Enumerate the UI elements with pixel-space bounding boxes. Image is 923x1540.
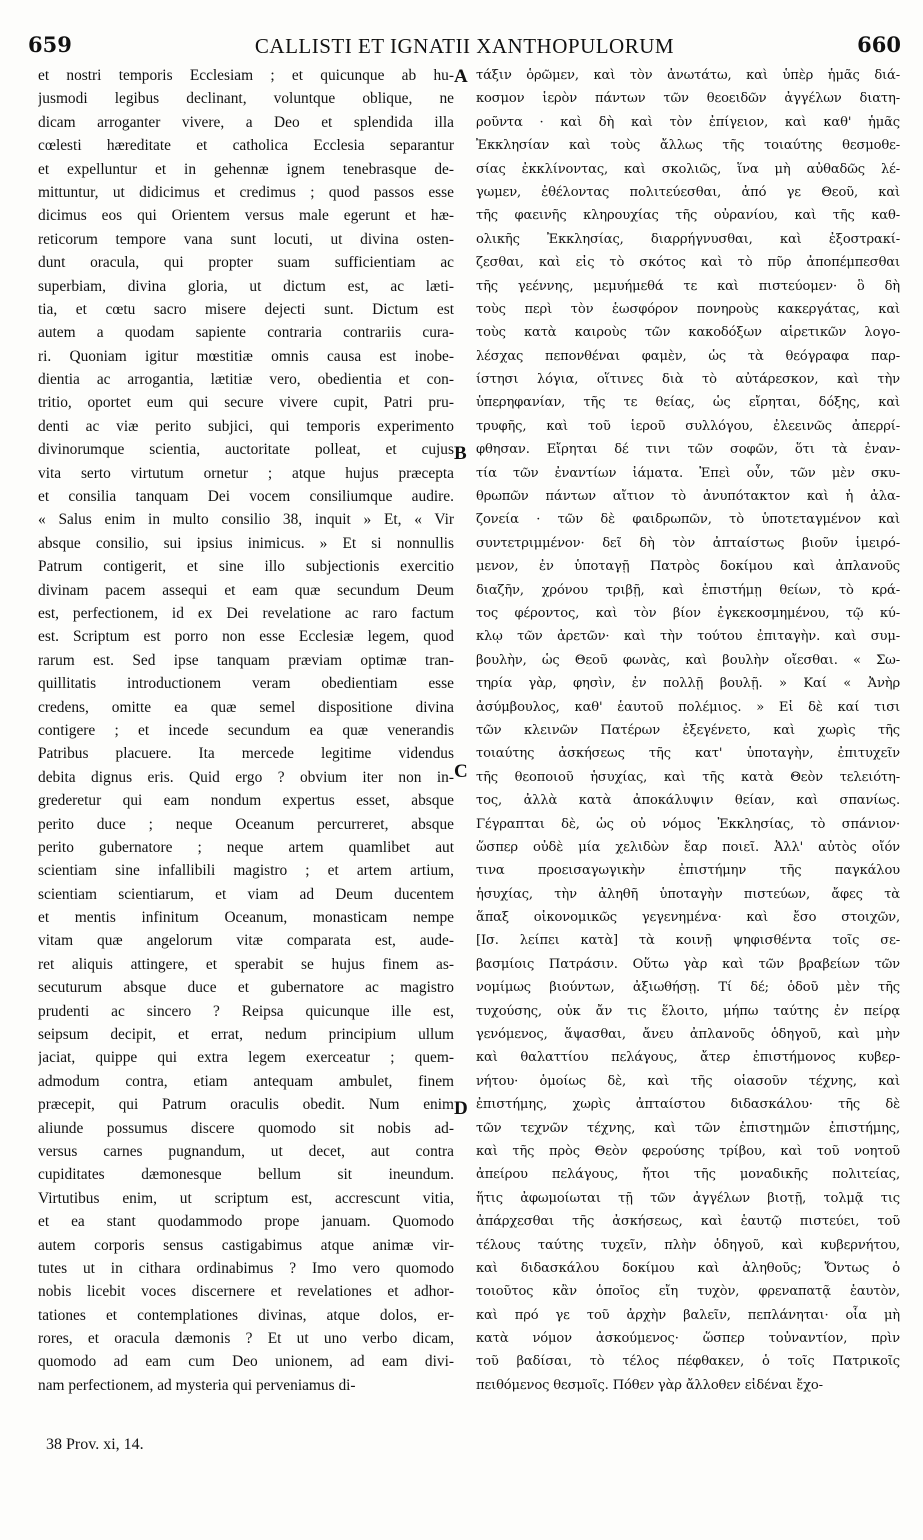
greek-text-line: τος φέροντος, καὶ τὸν βίον ἐγκεκοσμημένου, τῷ κύ- [476,605,900,621]
latin-text-line: rores, et oracula dæmonis ? Et ut uno verbo dicam, [38,1330,454,1348]
page-number-left: 659 [28,32,72,57]
latin-text-line: nam perfectionem, ad mysteria qui perveniamus di- [38,1376,356,1394]
latin-text-line: tia, et cœtu sacro misere dejecti sunt. Dictum est [38,300,454,318]
greek-text-line: τῶν κλεινῶν Πατέρων ἐξεγένετο, καὶ χωρὶς τῆς [476,722,900,738]
section-marker-d: D [454,1098,468,1119]
section-marker-a: A [454,66,468,87]
latin-text-line: absque consilio, sui ipsius inimicus. » Et si nonnullis [38,534,454,552]
latin-text-line: est, perfectionem, id ex Dei revelatione ac raro factum [38,604,454,622]
page-header [28,32,901,62]
greek-text-line: τος, ἀλλὰ κατὰ ἀποκάλυψιν θείαν, καὶ σπανίως. [476,793,900,809]
greek-text-line: τία τῶν ἐναντίων ἰάματα. Ἐπεὶ οὖν, τῶν μὲν σκυ- [476,465,900,481]
greek-text-line: ἀπείρου πελάγους, ἤτοι τῆς μοναδικῆς πολιτείας, [476,1167,900,1183]
greek-text-line: ὑπερηφανίαν, τῆς τε θείας, ὡς εἴρηται, δόξης, καὶ [476,395,900,411]
latin-text-line: perito gubernatore ; neque artem quamlibet aut [38,838,454,856]
greek-text-line: λέσχας πεπονθέναι φαμὲν, ὡς τὰ θεόγραφα παρ- [476,348,900,364]
latin-text-line: scientiam scientiarum, et viam ad Deum ducentem [38,885,454,903]
latin-text-line: superbiam, divina gloria, ut dictum est, ac læti- [38,277,454,295]
latin-text-line: autem a quodam sapiente contraria contrariis cura- [38,324,454,342]
greek-text-line: γενόμενος, ἅψασθαι, ἄνευ ἀπλανοῦς ὁδηγοῦ, καὶ μὴν [476,1027,900,1043]
latin-text-line: jaciat, quippe qui extra legem exerceatur ; quem- [38,1049,454,1067]
latin-text-line: divinam pacem assequi et eam quæ secundum Deum [38,581,454,599]
greek-text-line: μενον, ἐν ὑποταγῇ Πατρὸς δοκίμου καὶ ἀπλανοῦς [476,559,900,575]
latin-text-line: « Salus enim in multo consilio 38, inquit » Et, « Vir [38,511,454,529]
greek-text-line: καὶ διδασκάλου δοκίμου καὶ ἀληθοῦς; Ὄντως ὁ [476,1260,900,1276]
latin-text-line: dientia ac arrogantia, lætitiæ vero, obedientia et con- [38,371,454,389]
greek-text-line: ολικῆς Ἐκκλησίας, διαρρήγνυσθαι, καὶ ἐξοστρακί- [476,231,900,247]
greek-text-line: τῆς φαεινῆς κληρουχίας τῆς οὐρανίου, καὶ τῆς καθ- [476,208,900,224]
greek-text-line: τρυφῆς, καὶ τοῦ ἱεροῦ συλλόγου, ἐλεεινῶς ἀπερρί- [476,418,900,434]
greek-text-line: καὶ πρό γε τοῦ ἀρχὴν βαλεῖν, πεπλάνηται· οἷα μὴ [476,1307,900,1323]
latin-text-line: Patribus placuere. Ita mercede legitime videndus [38,745,454,763]
greek-text-line: ροῦντα · καὶ δὴ καὶ τὸν ἐπίγειον, καὶ καθ' ἡμᾶς [476,114,900,130]
latin-text-line: prudenti ac sincero ? Reipsa quicunque ille est, [38,1002,454,1020]
latin-text-line: tritio, oportet eum qui secure vivere cupit, Patri pru- [38,394,454,412]
greek-text-line: ἀσύμβουλος, καθ' ἑαυτοῦ πολέμιος. » Εἰ δὲ καί τισι [476,699,900,715]
greek-text-line: συντετριμμένον· δεῖ δὴ τὸν ἀπταίστως βιοῦν ἱμειρό- [476,535,900,551]
footnote: 38 Prov. xi, 14. [46,1436,144,1453]
latin-text-line: secuturum absque duce et gubernatore ac magistro [38,979,454,997]
greek-text-line: νομίμως βιούντων, ἀξιωθήσῃ. Τί δέ; ὁδοῦ μὲν τῆς [476,980,900,996]
latin-text-line: ri. Quoniam igitur mœstitiæ omnis causa est inobe- [38,347,454,365]
greek-text-line: ἡσυχίας, τὴν ἀληθῆ ὑποταγὴν πιστεύων, ἄφες τὰ [476,886,900,902]
latin-text-line: scientiam sine infallibili magistro ; et artem artium, [38,862,454,880]
greek-text-line: τῶν τεχνῶν τέχνης, καὶ τῶν ἐπιστημῶν ἐπιστήμης, [476,1120,900,1136]
latin-text-line: tutes ut in cithara ordinabimus ? Imo vero quomodo [38,1259,454,1277]
greek-text-line: ἀπάρχεσθαι τῆς ἀσκήσεως, καὶ ἑαυτῷ πιστεύει, τοῦ [476,1214,900,1230]
greek-text-line: τινα προεισαγωγικὴν ἐπιστήμην τῆς παγκάλου [476,863,900,879]
latin-text-line: et nostri temporis Ecclesiam ; et quicunque ab hu- [38,67,454,84]
greek-text-line: τυχούσης, οὐκ ἄν τις ἕλοιτο, μήπω ταύτης ἐν πείρᾳ [476,1003,900,1019]
latin-text-line: dicimus eos qui Orientem versus male egerunt et hæ- [38,207,454,225]
latin-text-line: cupiditates dæmonesque bellum sit ineundum. [38,1166,454,1184]
greek-text-line: βουλὴν, ὡς Θεοῦ φωνὰς, καὶ βουλὴν οἴεσθαι. « Σω- [476,652,900,668]
latin-text-line: ret aliquis attingere, et sperabit se hujus finem as- [38,955,454,973]
latin-text-line: nobis licebit voces discernere et revelationes et adhor- [38,1283,454,1301]
greek-text-line: τάξιν ὁρῶμεν, καὶ τὸν ἀνωτάτω, καὶ ὑπὲρ ἡμᾶς διά- [476,68,900,83]
latin-text-line: admodum contra, etiam antequam ambulet, finem [38,1072,454,1090]
latin-text-line: et ea stant quodammodo prope januam. Quomodo [38,1213,454,1231]
greek-text-line: ὥσπερ οὐδὲ μία χελιδὼν ἔαρ ποιεῖ. Ἀλλ' αὐτὸς οἴόν [476,839,900,855]
latin-text-line: rarum est. Sed ipse tanquam præviam optimæ tran- [38,651,454,669]
greek-text-line: διαζῆν, χρόνου τριβῇ, καὶ ἐπιστήμῃ θείων, τὸ κρά- [476,582,900,598]
latin-text-line: mittuntur, ut didicimus et credimus ; quod passos esse [38,183,454,201]
greek-text-line: τοὺς κατὰ καιροὺς τῶν κακοδόξων αἱρετικῶν λογο- [476,325,900,341]
greek-text-line: κοσμον ἱερὸν πάντων τῶν θεοειδῶν ἀγγέλων διατη- [476,91,900,107]
greek-text-line: θρωπῶν πάντων αἴτιον τὸ ἀνυπότακτον καὶ ἡ ἀλα- [476,489,900,505]
greek-text-line: τοῦ βαδίσαι, τὸ τέλος πέφθακεν, ὁ τοῖς Πατρικοῖς [476,1354,900,1370]
greek-text-line: Γέγραπται δὲ, ὡς οὐ νόμος Ἐκκλησίας, τὸ σπάνιον· [476,816,900,832]
latin-text-line: jusmodi legibus declinant, voluntque oblique, ne [38,90,454,108]
greek-text-line: ἐπιστήμης, χωρὶς ἀπταίστου διδασκάλου· τῆς δὲ [476,1097,900,1113]
greek-text-line: τῆς θεοποιοῦ ἡσυχίας, καὶ τῆς κατὰ Θεὸν τελειότη- [476,769,900,785]
latin-text-line: et mentis infinitum Oceanum, monasticam nempe [38,909,454,927]
latin-text-line: quillitatis introductionem veram obedientiam esse [38,675,454,693]
latin-text-line: autem corporis sensus castigabimus atque animæ vir- [38,1236,454,1254]
latin-text-line: cœlesti hæreditate et catholica Ecclesia separantur [38,137,454,155]
latin-text-line: et consilia tanquam Dei vocem consiliumque audire. [38,488,454,506]
greek-text-line: ζεσθαι, καὶ εἰς τὸ σκότος καὶ τὸ πῦρ ἀποπέμπεσθαι [476,255,900,271]
latin-text-line: tationes et contemplationes divinas, atque dolos, er- [38,1306,454,1324]
greek-text-line: κατὰ νόμον ἀσκούμενος· ὥσπερ τοὐναντίον, πρὶν [476,1331,900,1347]
latin-text-line: credens, omitte ea quæ semel dispositione divina [38,698,454,716]
latin-text-line: reticorum tempore vana sunt locuti, ut divina osten- [38,230,454,248]
latin-text-line: dunt oracula, qui propter suam sufficientiam ac [38,254,454,272]
latin-text-line: dicam arroganter vivere, a Deo et splendida illa [38,113,454,131]
greek-text-line: γωμεν, ἐθέλοντας πολιτεύεσθαι, ἀπό γε Θεοῦ, καὶ [476,184,900,200]
greek-text-line: φθησαν. Εἴρηται δέ τινι τῶν σοφῶν, ὅτι τὰ ἐναν- [476,442,900,458]
greek-text-line: τέλους ταύτης τυχεῖν, πλὴν ὁδηγοῦ, καὶ κυβερνήτου, [476,1237,900,1253]
greek-text-line: κλῳ τῶν ἀρετῶν· καὶ τὴν τούτου ἐπιταγὴν. καὶ συμ- [476,629,900,645]
section-marker-b: B [454,443,467,464]
greek-text-line: τοιοῦτος κἂν ὁποῖος εἴη τυχὸν, φρεναπατᾷ ἑαυτὸν, [476,1284,900,1300]
latin-text-line: et expelluntur et in gehennæ ignem tenebrasque de- [38,160,454,178]
greek-text-line: πειθόμενος θεσμοῖς. Πόθεν γὰρ ἄλλοθεν εἰδέναι ἔχο- [476,1377,823,1393]
latin-text-line: grederetur qui eam nondum expertus esset, absque [38,792,454,810]
latin-text-line: vitam quæ angelorum vitæ comparata est, aude- [38,932,454,950]
greek-text-line: σίας ἐκκλίνοντας, καὶ σκολιῶς, ἵνα μὴ αὐθαδῶς λέ- [476,161,900,177]
greek-text-line: τοὺς περὶ τὸν ἑωσφόρον πονηροὺς κακεργάτας, καὶ [476,301,900,317]
greek-text-line: τοιαύτης ἀσκήσεως τῆς κατ' ὑποταγὴν, ἐπιτυχεῖν [476,746,900,762]
latin-text-line: præcepit, qui Patrum oraculis obedit. Num enim [38,1096,454,1114]
greek-text-line: ζονεία · τῶν δὲ φαιδρωπῶν, τὸ ὑποτεταγμένον καὶ [476,512,900,528]
latin-text-line: Virtutibus enim, ut scriptum est, accrescunt vitia, [38,1189,454,1207]
greek-text-line: τῆς γεέννης, μεμυήμεθά τε καὶ πιστεύομεν· ὃ δὴ [476,278,900,294]
latin-text-line: vita serto virtutum ornetur ; atque hujus præcepta [38,464,454,482]
greek-text-line: ίστησι λόγια, οἵτινες διὰ τὸ αὐτάρεσκον, καὶ τὴν [476,372,900,388]
latin-text-line: divinorumque scientia, auctoritate polleat, et cujus [38,441,454,459]
latin-text-line: perito duce ; neque Oceanum percurreret, absque [38,815,454,833]
latin-text-line: debita dignus eris. Quid ergo ? obvium iter non in- [38,768,454,786]
latin-column [38,64,454,1397]
page-number-right: 660 [857,32,901,57]
latin-text-line: denti ac viæ perito subjici, qui temporis experimento [38,417,454,435]
latin-text-line: Patrum contigerit, et sine illo subjectionis exercitio [38,558,454,576]
latin-text-line: aliunde possumus discere quomodo sit nobis ad- [38,1119,454,1137]
section-marker-c: C [454,761,468,782]
greek-text-line: καὶ θαλαττίου πελάγους, ἄτερ ἐπιστήμονος κυβερ- [476,1050,900,1066]
greek-column [476,64,900,1397]
greek-text-line: [Ισ. λείπει κατὰ] τὰ κοινῇ ψηφισθέντα τοῖς σε- [476,933,900,949]
latin-text-line: seipsum decipit, et errat, nedum principium ullum [38,1026,454,1044]
latin-text-line: contigere ; et incede secundum ea quæ venerandis [38,721,454,739]
greek-text-line: καὶ τῆς πρὸς Θεὸν φερούσης τρίβου, καὶ τοῦ νοητοῦ [476,1143,900,1159]
greek-text-line: ἥτις ἀφωμοίωται τῇ τῶν ἀγγέλων βιοτῇ, τολμᾷ τις [476,1190,900,1206]
greek-text-line: τηρία γὰρ, φησὶν, ἐν πολλῇ βουλῇ. » Καί « Ἀνὴρ [476,676,900,692]
greek-text-line: Ἐκκλησίαν καὶ τοὺς ἄλλως τῆς τοιαύτης θεσμοθε- [476,138,900,154]
greek-text-line: νήτου· ὁμοίως δὲ, καὶ τῆς οἱασοῦν τέχνης, καὶ [476,1073,900,1089]
latin-text-line: quomodo ad eam cum Deo unionem, ad eam divi- [38,1353,454,1371]
latin-text-line: est. Scriptum est porro non esse Ecclesiæ legem, quod [38,628,454,646]
running-title: CALLISTI ET IGNATII XANTHOPULORUM [254,34,675,58]
greek-text-line: ἅπαξ οἰκονομικῶς γεγενημένα· καὶ ἔσο στοιχῶν, [476,910,900,926]
greek-text-line: βασμίοις Πατράσιν. Οὕτω γὰρ καὶ τῶν βραβείων τῶν [476,956,900,972]
latin-text-line: versus carnes pugnandum, ut decet, aut contra [38,1142,454,1160]
